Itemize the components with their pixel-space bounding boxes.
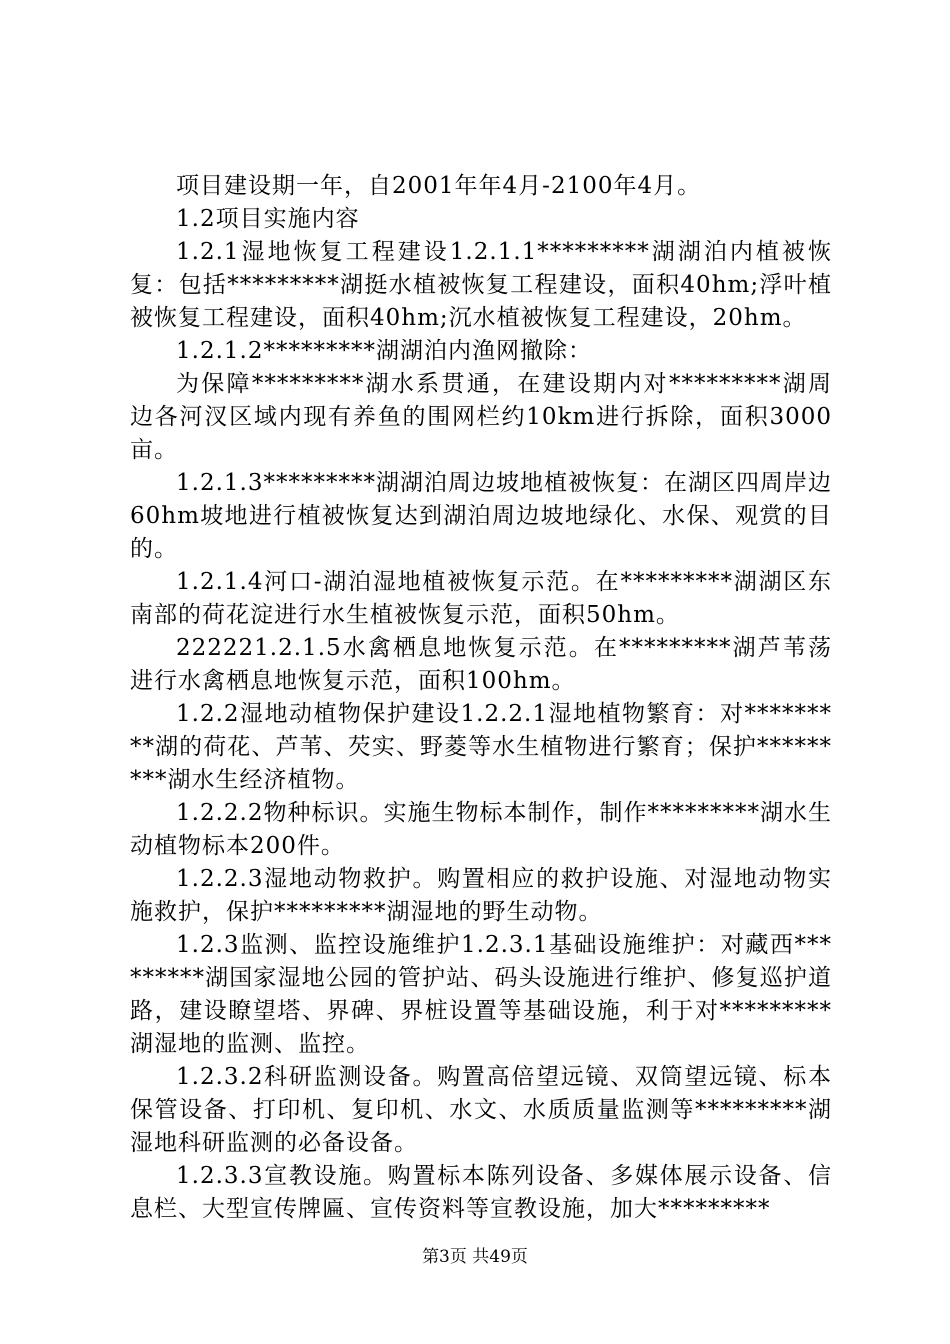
- paragraph-wetland-restoration: 1.2.1湿地恢复工程建设1.2.1.1*********湖湖泊内植被恢复：包括*********湖挺水植被恢复工程建设，面积40hm;浮叶植被恢复工程建设，面积40hm;沉水植被恢复工程建设，20hm。: [130, 239, 832, 331]
- paragraph-net-removal-heading: 1.2.1.2*********湖湖泊内渔网撤除：: [176, 338, 592, 364]
- heading-implementation-content: 1.2项目实施内容: [176, 206, 360, 232]
- page-number-footer: 第3页 共49页: [422, 1247, 528, 1267]
- paragraph-education-facilities: 1.2.3.3宣教设施。购置标本陈列设备、多媒体展示设备、信息栏、大型宣传牌匾、宣传资料等宣教设施，加大*********: [130, 1163, 832, 1222]
- paragraph-species-marking: 1.2.2.2物种标识。实施生物标本制作，制作*********湖水生动植物标本200件。: [130, 800, 832, 859]
- paragraph-facility-maintenance: 1.2.3监测、监控设施维护1.2.3.1基础设施维护：对藏西*********湖国家湿地公园的管护站、码头设施进行维护、修复巡护道路，建设瞭望塔、界碑、界桩设置等基础设施，利于对*********湖湿地的监测、监控。: [130, 932, 832, 1057]
- paragraph-animal-rescue: 1.2.2.3湿地动物救护。购置相应的救护设施、对湿地动物实施救护，保护*********湖湿地的野生动物。: [130, 866, 832, 925]
- document-body: [130, 170, 832, 1226]
- paragraph-monitoring-equipment: 1.2.3.2科研监测设备。购置高倍望远镜、双筒望远镜、标本保管设备、打印机、复印机、水文、水质质量监测等*********湖湿地科研监测的必备设备。: [130, 1064, 832, 1156]
- paragraph-slope-vegetation: 1.2.1.3*********湖湖泊周边坡地植被恢复：在湖区四周岸边60hm坡地进行植被恢复达到湖泊周边坡地绿化、水保、观赏的目的。: [130, 470, 832, 562]
- paragraph-plant-breeding: 1.2.2湿地动植物保护建设1.2.2.1湿地植物繁育：对*********湖的荷花、芦苇、芡实、野菱等水生植物进行繁育；保护*********湖水生经济植物。: [130, 701, 832, 793]
- paragraph-waterfowl-habitat: 222221.2.1.5水禽栖息地恢复示范。在*********湖芦苇荡进行水禽栖息地恢复示范，面积100hm。: [130, 635, 832, 694]
- paragraph-net-removal: 为保障*********湖水系贯通，在建设期内对*********湖周边各河汊区域内现有养鱼的围网栏约10km进行拆除，面积3000亩。: [130, 371, 832, 463]
- paragraph-construction-period: 项目建设期一年，自2001年年4月-2100年4月。: [176, 173, 702, 199]
- paragraph-estuary-demo: 1.2.1.4河口-湖泊湿地植被恢复示范。在*********湖湖区东南部的荷花淀进行水生植被恢复示范，面积50hm。: [130, 569, 832, 628]
